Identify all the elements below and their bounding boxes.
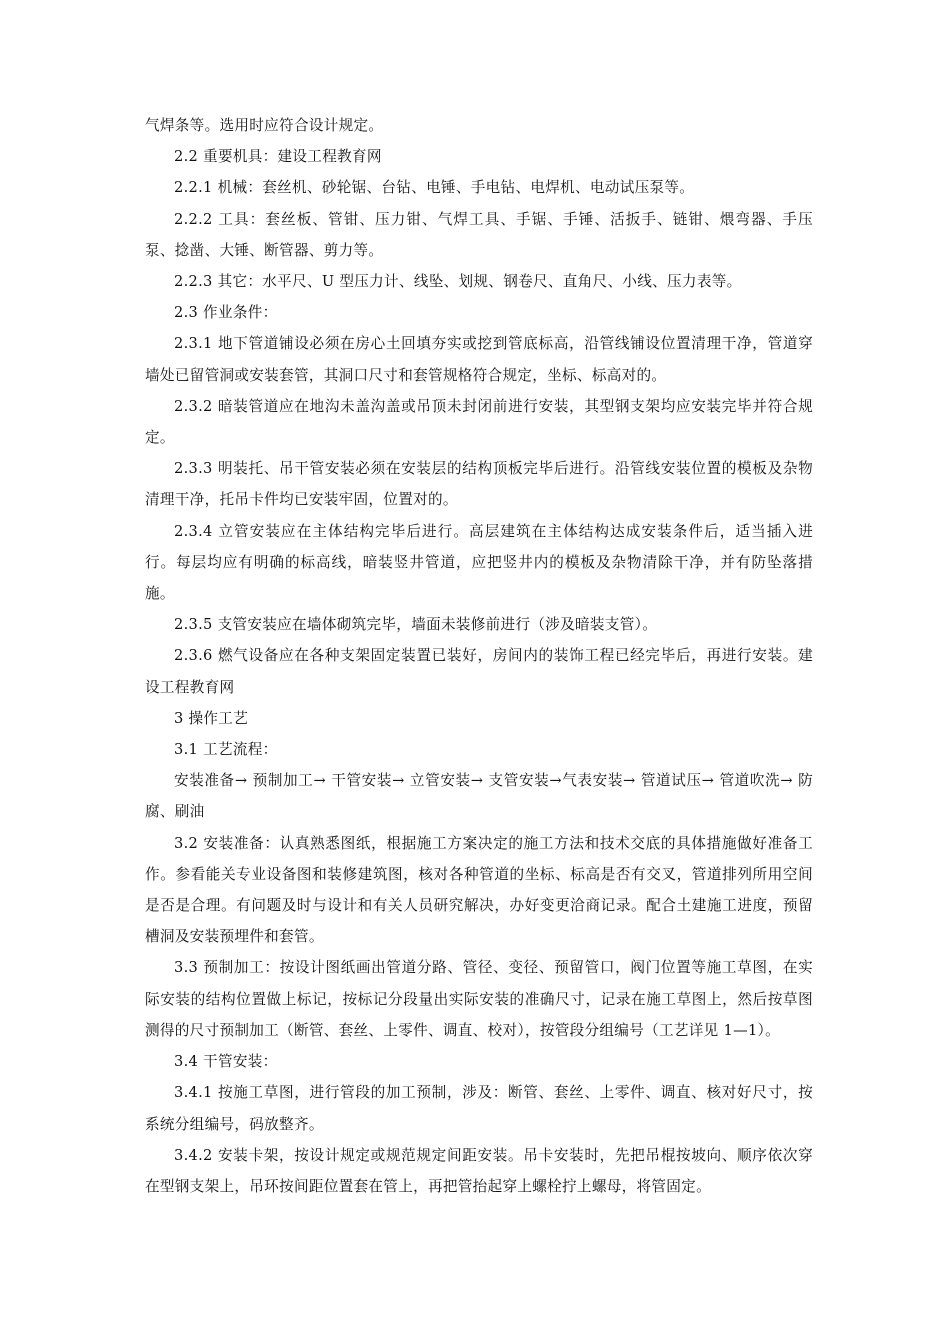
- paragraph-9: 2.3.3 明装托、吊干管安装必须在安装层的结构顶板完毕后进行。沿管线安装位置的模板及杂物清理干净，托吊卡件均已安装牢固，位置对的。: [145, 460, 813, 509]
- paragraph-15: 安装准备→ 预制加工→ 干管安装→ 立管安装→ 支管安装→气表安装→ 管道试压→ 管道吹洗→ 防腐、刷油: [145, 772, 813, 821]
- paragraph-7: 2.3.1 地下管道铺设必须在房心土回填夯实或挖到管底标高，沿管线铺设位置清理干净，管道穿墙处已留管洞或安装套管，其洞口尺寸和套管规格符合规定，坐标、标高对的。: [145, 335, 813, 384]
- document-page: [145, 110, 813, 1202]
- paragraph-4: 2.2.2 工具：套丝板、管钳、压力钳、气焊工具、手锯、手锤、活扳手、链钳、煨弯器、手压泵、捻凿、大锤、断管器、剪力等。: [145, 210, 813, 259]
- paragraph-12: 2.3.6 燃气设备应在各种支架固定装置已装好，房间内的装饰工程已经完毕后，再进行安装。建设工程教育网: [145, 647, 813, 696]
- paragraph-20: 3.4.2 安装卡架，按设计规定或规范规定间距安装。吊卡安装时，先把吊棍按坡向、顺序依次穿在型钢支架上，吊环按间距位置套在管上，再把管抬起穿上螺栓拧上螺母，将管固定。: [145, 1146, 813, 1195]
- paragraph-5: 2.2.3 其它：水平尺、U 型压力计、线坠、划规、钢卷尺、直角尺、小线、压力表等。: [174, 273, 742, 291]
- paragraph-17: 3.3 预制加工：按设计图纸画出管道分路、管径、变径、预留管口，阀门位置等施工草图，在实际安装的结构位置做上标记，按标记分段量出实际安装的准确尺寸，记录在施工草图上，然后按草图测得的尺寸预制加工（断管、套丝、上零件、调直、校对），按管段分组编号（工艺详见 1—1）。: [145, 959, 813, 1039]
- paragraph-11: 2.3.5 支管安装应在墙体砌筑完毕，墙面未装修前进行（涉及暗装支管）。: [174, 616, 658, 634]
- paragraph-18: 3.4 干管安装：: [174, 1053, 278, 1071]
- paragraph-1: 气焊条等。选用时应符合设计规定。: [145, 117, 384, 134]
- paragraph-13: 3 操作工艺: [174, 709, 249, 727]
- paragraph-3: 2.2.1 机械：套丝机、砂轮锯、台钻、电锤、手电钻、电焊机、电动试压泵等。: [174, 179, 695, 197]
- paragraph-10: 2.3.4 立管安装应在主体结构完毕后进行。高层建筑在主体结构达成安装条件后，适当插入进行。每层均应有明确的标高线，暗装竖井管道，应把竖井内的模板及杂物清除干净，并有防坠落措施。: [145, 522, 813, 603]
- paragraph-8: 2.3.2 暗装管道应在地沟未盖沟盖或吊顶未封闭前进行安装，其型钢支架均应安装完毕并符合规定。: [145, 397, 813, 447]
- paragraph-19: 3.4.1 按施工草图，进行管段的加工预制，涉及：断管、套丝、上零件、调直、核对好尺寸，按系统分组编号，码放整齐。: [145, 1084, 813, 1133]
- paragraph-14: 3.1 工艺流程：: [174, 741, 278, 759]
- paragraph-2: 2.2 重要机具：建设工程教育网: [174, 148, 382, 166]
- paragraph-16: 3.2 安装准备：认真熟悉图纸，根据施工方案决定的施工方法和技术交底的具体措施做好准备工作。参看能关专业设备图和装修建筑图，核对各种管道的坐标、标高是否有交叉，管道排列所用空间是否是合理。有问题及时与设计和有关人员研究解决，办好变更洽商记录。配合土建施工进度，预留槽洞及安装预埋件和套管。: [145, 834, 813, 946]
- paragraph-6: 2.3 作业条件：: [174, 304, 278, 322]
